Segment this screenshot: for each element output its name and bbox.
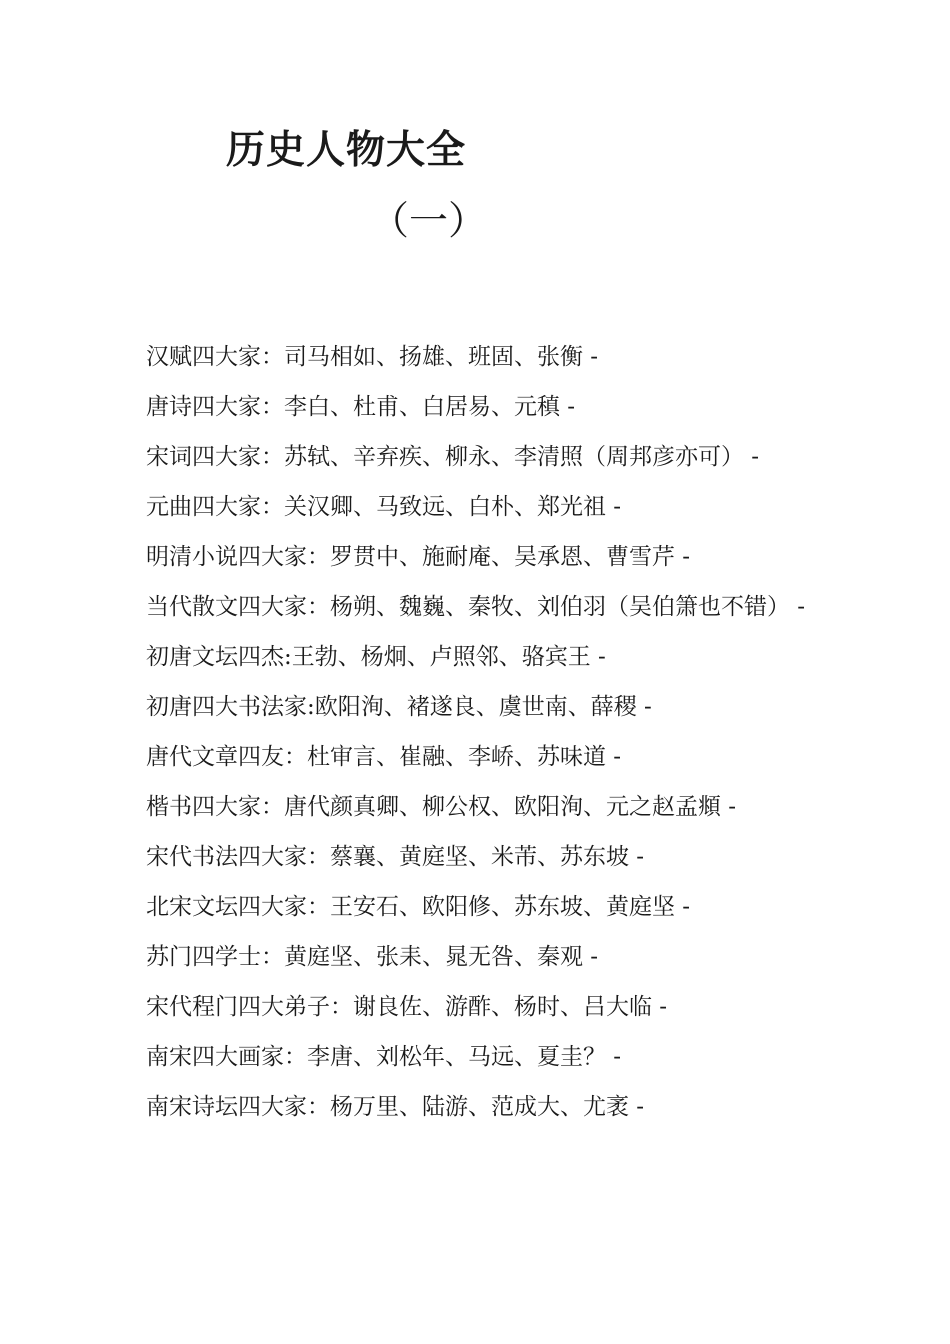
- list-item: 初唐文坛四杰:王勃、杨炯、卢照邻、骆宾王 -: [146, 644, 606, 670]
- list-item: 初唐四大书法家:欧阳洵、褚遂良、虞世南、薛稷 -: [146, 694, 652, 720]
- list-item: 宋词四大家：苏轼、辛弃疾、柳永、李清照（周邦彦亦可） -: [146, 444, 760, 470]
- list-item: 汉赋四大家：司马相如、扬雄、班固、张衡 -: [146, 344, 599, 370]
- list-item: 苏门四学士：黄庭坚、张耒、晁无咎、秦观 -: [146, 944, 599, 970]
- list-item: 楷书四大家：唐代颜真卿、柳公权、欧阳洵、元之赵孟頫 -: [146, 794, 737, 820]
- list-item: 宋代程门四大弟子：谢良佐、游酢、杨时、吕大临 -: [146, 994, 668, 1020]
- list-item: 唐诗四大家：李白、杜甫、白居易、元稹 -: [146, 394, 576, 420]
- page-subtitle: （一）: [370, 199, 488, 244]
- list-item: 宋代书法四大家：蔡襄、黄庭坚、米芾、苏东坡 -: [146, 844, 645, 870]
- page-title: 历史人物大全: [226, 127, 467, 173]
- list-item: 唐代文章四友：杜审言、崔融、李峤、苏味道 -: [146, 744, 622, 770]
- list-item: 南宋四大画家：李唐、刘松年、马远、夏圭？ -: [146, 1044, 622, 1070]
- list-item: 北宋文坛四大家：王安石、欧阳修、苏东坡、黄庭坚 -: [146, 894, 691, 920]
- list-item: 当代散文四大家：杨朔、魏巍、秦牧、刘伯羽（吴伯箫也不错） -: [146, 594, 806, 620]
- list-item: 南宋诗坛四大家：杨万里、陆游、范成大、尤袤 -: [146, 1094, 645, 1120]
- list-item: 明清小说四大家：罗贯中、施耐庵、吴承恩、曹雪芹 -: [146, 544, 691, 570]
- list-item: 元曲四大家：关汉卿、马致远、白朴、郑光祖 -: [146, 494, 622, 520]
- content-list: [146, 332, 816, 1132]
